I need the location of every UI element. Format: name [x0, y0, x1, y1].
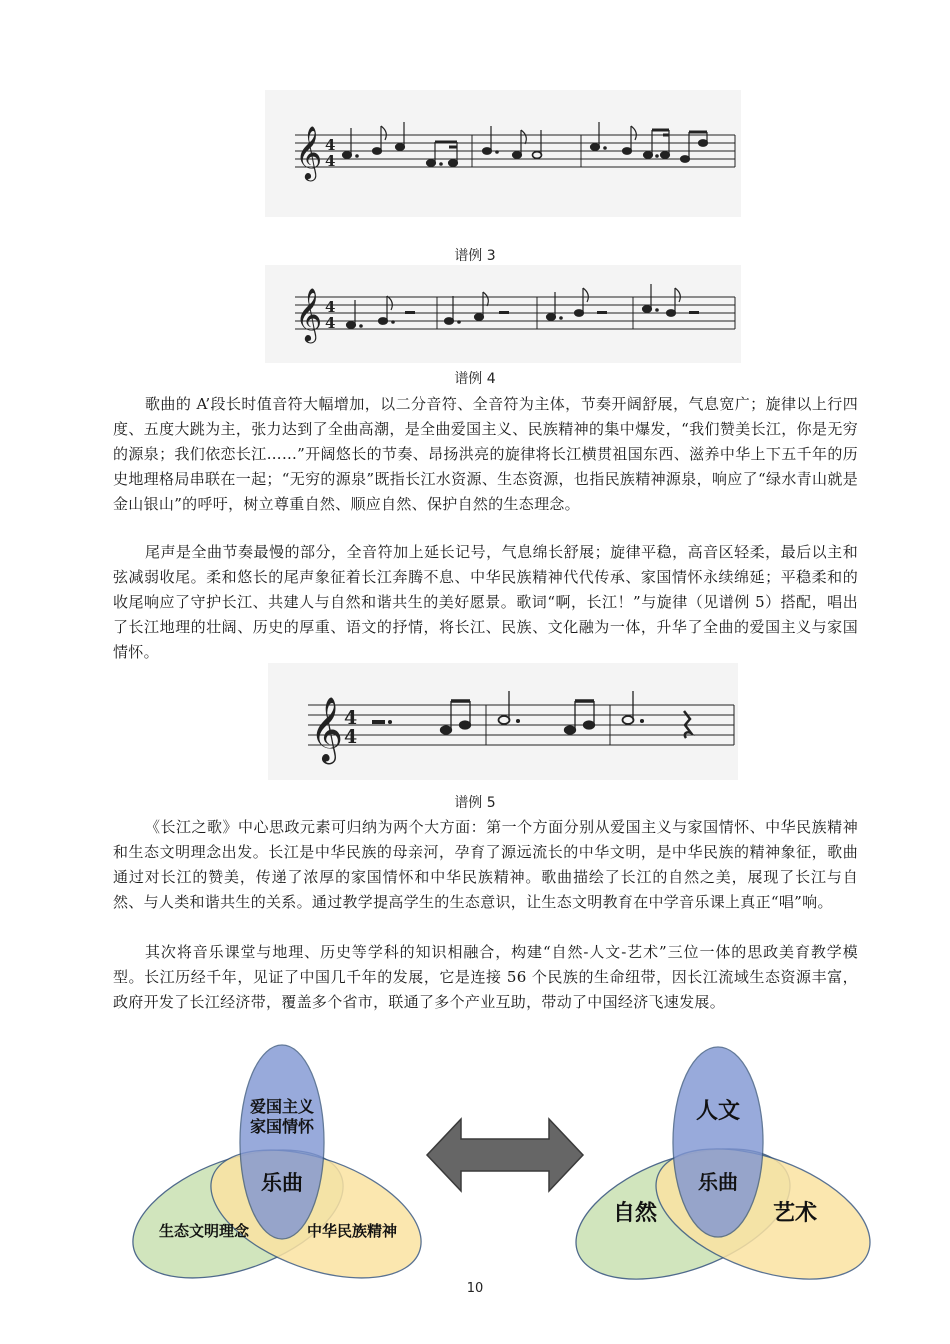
score-example-1 [265, 90, 741, 217]
svg-text:4: 4 [344, 707, 358, 729]
svg-text:4: 4 [325, 298, 336, 316]
score-example-4 [265, 265, 741, 363]
caption-example-3: 谱例 3 [454, 248, 496, 264]
svg-text:𝄞: 𝄞 [310, 697, 344, 762]
svg-text:𝄞: 𝄞 [295, 125, 323, 179]
paragraph-2: 尾声是全曲节奏最慢的部分，全音符加上延长记号，气息绵长舒展；旋律平稳，高音区轻柔，最后以主和弦减弱收尾。柔和悠长的尾声象征着长江奔腾不息、中华民族精神代代传承、家国情怀永续绵延；平稳柔和的收尾响应了守护长江、共建人与自然和谐共生的美好愿景。歌词“啊，长江！”与旋律（见谱例 5）搭配，唱出了长江地理的壮阔、历史的厚重、语文的抒情，将长江、民族、文化融为一体，升华了全曲的爱国主义与家国情怀。 [113, 543, 858, 661]
venn-right-top-label: 人文 [695, 1099, 741, 1124]
score-example-5 [268, 663, 738, 780]
paragraph-3: 《长江之歌》中心思政元素可归纳为两个大方面：第一个方面分别从爱国主义与家国情怀、中华民族精神和生态文明理念出发。长江是中华民族的母亲河，孕育了源远流长的中华文明，是中华民族的精神象征，歌曲通过对长江的赞美，传递了浓厚的家国情怀和中华民族精神。歌曲描绘了长江的自然之美，展现了长江与自然、与人类和谐共生的关系。通过教学提高学生的生态意识，让生态文明教育在中学音乐课上真正“唱”响。 [113, 818, 858, 911]
venn-left-right-label: 中华民族精神 [306, 1222, 398, 1240]
svg-text:𝄞: 𝄞 [295, 287, 323, 341]
svg-text:4: 4 [325, 314, 336, 332]
venn-right-left-label: 自然 [612, 1201, 658, 1226]
page-number: 10 [466, 1281, 484, 1296]
venn-diagram-left [120, 1040, 430, 1280]
venn-left-top-label-1: 爱国主义 [249, 1097, 315, 1116]
caption-example-5: 谱例 5 [454, 795, 496, 811]
double-arrow [425, 1115, 585, 1195]
venn-right-ellipse-blue [673, 1047, 763, 1237]
double-arrow-icon [427, 1119, 583, 1191]
venn-left-center-label: 乐曲 [261, 1171, 303, 1195]
venn-right-right-label: 艺术 [772, 1201, 818, 1226]
svg-text:4: 4 [325, 136, 336, 154]
svg-text:4: 4 [325, 152, 336, 170]
venn-right-center-label: 乐曲 [698, 1170, 738, 1194]
svg-text:4: 4 [344, 726, 358, 748]
venn-left-top-label-2: 家国情怀 [249, 1117, 315, 1136]
caption-example-4: 谱例 4 [454, 371, 496, 387]
venn-left-ellipse-blue [240, 1045, 324, 1239]
paragraph-1: 歌曲的 A’段长时值音符大幅增加，以二分音符、全音符为主体，节奏开阔舒展，气息宽广；旋律以上行四度、五度大跳为主，张力达到了全曲高潮，是全曲爱国主义、民族精神的集中爆发，“我们赞美长江，你是无穷的源泉；我们依恋长江……”开阔悠长的节奏、昂扬洪亮的旋律将长江横贯祖国东西、滋养中华上下五千年的历史地理格局串联在一起；“无穷的源泉”既指长江水资源、生态资源，也指民族精神源泉，响应了“绿水青山就是金山银山”的呼吁，树立尊重自然、顺应自然、保护自然的生态理念。 [113, 395, 858, 513]
venn-left-left-label: 生态文明理念 [158, 1222, 250, 1240]
paragraph-4: 其次将音乐课堂与地理、历史等学科的知识相融合，构建“自然-人文-艺术”三位一体的思政美育教学模型。长江历经千年，见证了中国几千年的发展，它是连接 56 个民族的生命纽带，因长江流域生态资源丰富，政府开发了长江经济带，覆盖多个省市，联通了多个产业互助，带动了中国经济飞速发展。 [113, 943, 858, 1011]
venn-diagram-right [565, 1040, 885, 1280]
